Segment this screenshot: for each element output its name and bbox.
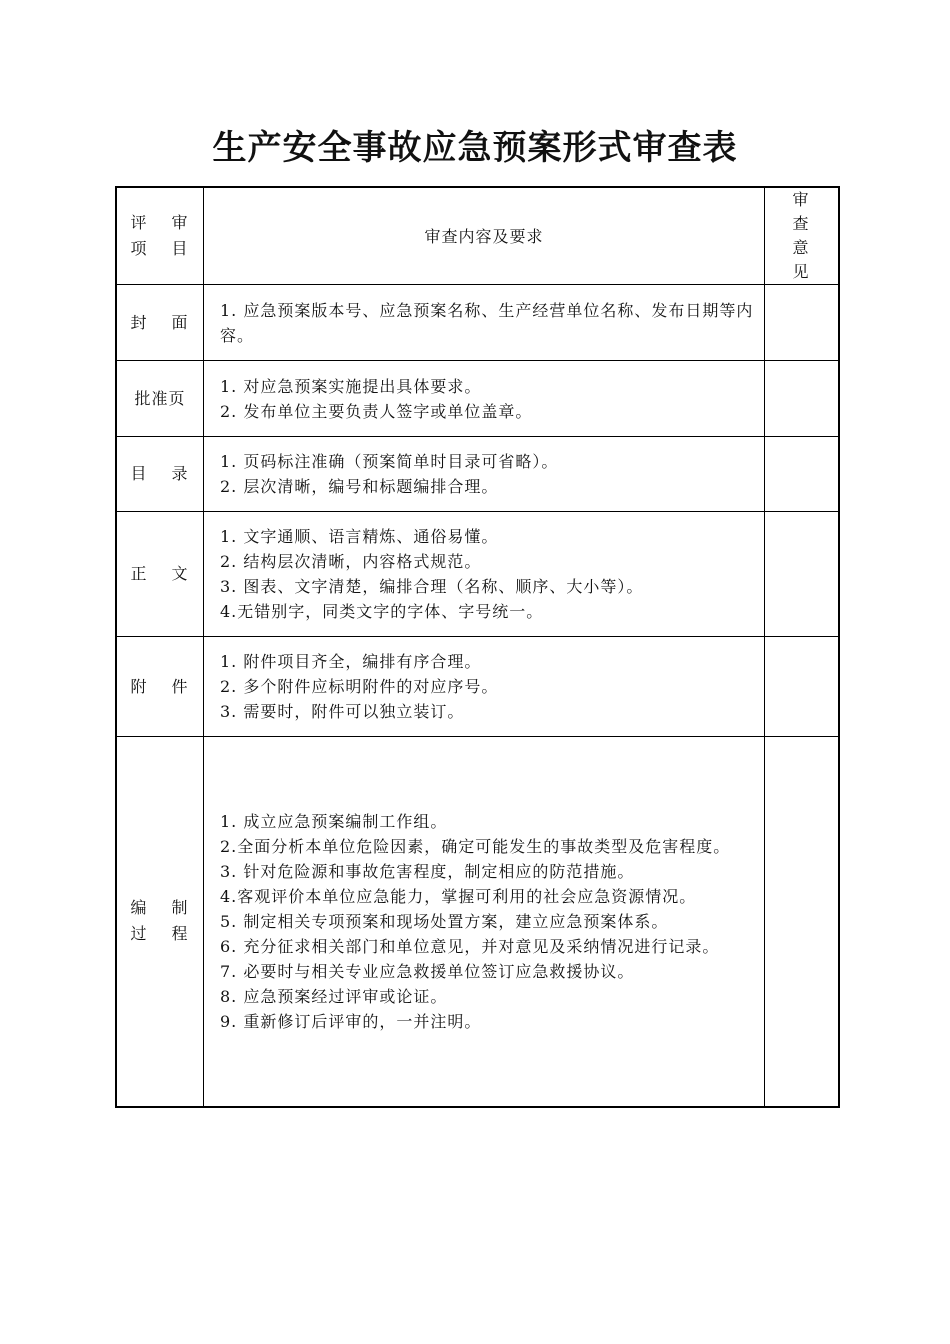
table-row-attachments xyxy=(116,637,839,737)
requirement-line: 8. 应急预案经过评审或论证。 xyxy=(220,986,448,1006)
table-row-body xyxy=(116,512,839,637)
header-review-item-line2: 项 目 xyxy=(130,239,198,258)
item-attachments xyxy=(116,637,204,737)
content-cover xyxy=(204,285,765,361)
item-contents-label: 目 录 xyxy=(130,464,198,483)
requirement-line: 1. 附件项目齐全，编排有序合理。 xyxy=(220,652,482,671)
header-review-item-line1: 评 审 xyxy=(130,213,198,232)
requirement-line: 1. 对应急预案实施提出具体要求。 xyxy=(220,376,482,396)
table-row-cover xyxy=(116,285,839,361)
requirement-line: 2. 多个附件应标明附件的对应序号。 xyxy=(220,677,499,696)
requirement-line: 3. 针对危险源和事故危害程度，制定相应的防范措施。 xyxy=(220,861,635,881)
requirement-line: 2. 发布单位主要负责人签字或单位盖章。 xyxy=(220,401,533,421)
content-body xyxy=(204,512,765,637)
content-contents xyxy=(204,437,765,512)
content-preparation xyxy=(204,737,765,1107)
requirement-line: 1. 应急预案版本号、应急预案名称、生产经营单位名称、发布日期等内容。 xyxy=(220,300,754,345)
header-review-opinion-line2: 意 见 xyxy=(792,238,819,281)
opinion-cell-approval[interactable] xyxy=(765,361,840,437)
item-approval xyxy=(116,361,204,437)
table-row-approval xyxy=(116,361,839,437)
requirement-line: 4.客观评价本单位应急能力，掌握可利用的社会应急资源情况。 xyxy=(220,886,697,906)
requirement-line: 4.无错别字，同类文字的字体、字号统一。 xyxy=(220,602,544,621)
item-body-label: 正 文 xyxy=(130,564,198,583)
item-cover-label: 封 面 xyxy=(130,312,198,332)
item-preparation-line2: 过 程 xyxy=(130,924,198,944)
header-review-opinion-line1: 审 查 xyxy=(792,190,819,233)
requirement-line: 1. 文字通顺、语言精炼、通俗易懂。 xyxy=(220,527,499,546)
item-approval-label: 批准页 xyxy=(134,388,186,408)
table-header-row xyxy=(116,187,839,285)
requirement-line: 3. 图表、文字清楚，编排合理（名称、顺序、大小等）。 xyxy=(220,577,644,596)
opinion-cell-contents[interactable] xyxy=(765,437,840,512)
table-row-preparation xyxy=(116,737,839,1107)
opinion-cell-attachments[interactable] xyxy=(765,637,840,737)
item-preparation xyxy=(116,737,204,1107)
requirement-line: 1. 页码标注准确（预案简单时目录可省略）。 xyxy=(220,452,559,471)
header-review-opinion xyxy=(765,187,840,285)
requirement-line: 5. 制定相关专项预案和现场处置方案，建立应急预案体系。 xyxy=(220,911,669,931)
requirement-line: 2. 层次清晰，编号和标题编排合理。 xyxy=(220,477,499,496)
item-contents xyxy=(116,437,204,512)
requirement-line: 9. 重新修订后评审的，一并注明。 xyxy=(220,1011,482,1031)
table-row-contents xyxy=(116,437,839,512)
opinion-cell-body[interactable] xyxy=(765,512,840,637)
header-review-content: 审查内容及要求 xyxy=(204,187,765,285)
requirement-line: 7. 必要时与相关专业应急救援单位签订应急救援协议。 xyxy=(220,961,635,981)
content-approval xyxy=(204,361,765,437)
requirement-line: 1. 成立应急预案编制工作组。 xyxy=(220,811,448,831)
item-cover xyxy=(116,285,204,361)
header-review-item xyxy=(116,187,204,285)
opinion-cell-preparation[interactable] xyxy=(765,737,840,1107)
item-attachments-label: 附 件 xyxy=(130,676,198,696)
requirement-line: 2. 结构层次清晰，内容格式规范。 xyxy=(220,552,482,571)
opinion-cell-cover[interactable] xyxy=(765,285,840,361)
item-body xyxy=(116,512,204,637)
requirement-line: 6. 充分征求相关部门和单位意见，并对意见及采纳情况进行记录。 xyxy=(220,936,720,956)
page-title: 生产安全事故应急预案形式审查表 xyxy=(212,128,738,168)
requirement-line: 2.全面分析本单位危险因素，确定可能发生的事故类型及危害程度。 xyxy=(220,836,731,856)
review-table xyxy=(115,186,840,1108)
item-preparation-line1: 编 制 xyxy=(130,898,198,918)
content-attachments xyxy=(204,637,765,737)
requirement-line: 3. 需要时，附件可以独立装订。 xyxy=(220,702,465,721)
